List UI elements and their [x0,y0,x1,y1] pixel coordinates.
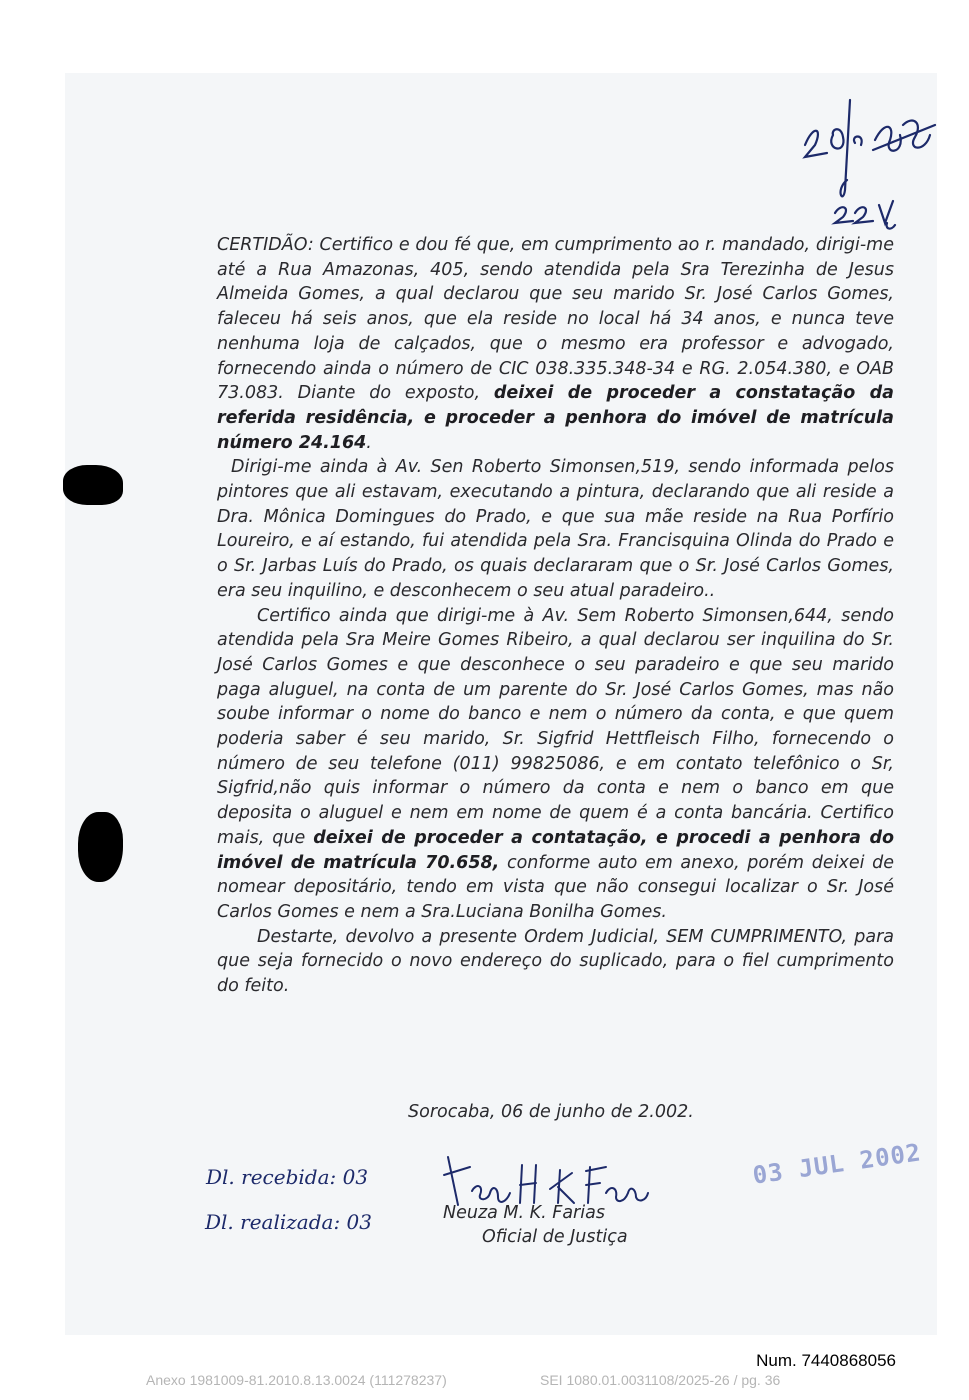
text-run: Certifico ainda que dirigi-me à Av. Sem Roberto Simonsen,644, sendo atendida pela Sra Meire Gomes Ribeiro, a qual declarou ser inquilina do Sr. José Carlos Gomes e que desconhece o seu paradeiro e que seu marido paga aluguel, na conta de um parente do Sr. José Carlos Gomes, mas não soube informar o nome do banco e nem o número da conta, e que quem poderia saber é seu marido, Sr. Sigfrid Hettfleisch Filho, fornecendo o número de seu telefone (011) 99825086, e em contato telefônico o Sr, Sigfrid,não quis informar o número da conta e nem o banco em que deposita o aluguel e nem em nome de quem é a conta bancária. Certifico mais, que [217,605,894,848]
certificate-paragraph [217,455,894,603]
footer-sei-reference: SEI 1080.01.0031108/2025-26 / pg. 36 [540,1372,781,1388]
text-run: Dirigi-me ainda à Av. Sen Roberto Simonsen,519, sendo informada pelos pintores que ali estavam, executando a pintura, declarando que ali reside a Dra. Mônica Domingues do Prado, e que sua mãe reside na Rua Porfírio Loureiro, e aí estando, fui atendida pela Sra. Francisquina Olinda do Prado e o Sr. Jarbas Luís do Prado, os quais declararam que o Sr. José Carlos Gomes, era seu inquilino, e desconhecem o seu atual paradeiro.. [217,457,894,601]
certificate-paragraph [217,925,894,999]
certificate-body [217,233,894,999]
place-and-date: Sorocaba, 06 de junho de 2.002. [408,1102,694,1122]
footer-document-number: Num. 7440868056 [756,1351,896,1370]
handwritten-note-done: Dl. realizada: 03 [205,1210,372,1234]
text-run: CERTIDÃO: Certifico e dou fé que, em cumprimento ao r. mandado, dirigi-me até a Rua Amazonas, 405, sendo atendida pela Sra Terezinha de Jesus Almeida Gomes, a qual declarou que seu marido Sr. José Carlos Gomes, faleceu há seis anos, que ela reside no local há 34 anos, e nunca teve nenhuma loja de calçados, que o mesmo era professor e advogado, fornecendo ainda o número de CIC 038.335.348-34 e RG. 2.054.380, e OAB 73.083. Diante do exposto, [217,235,894,404]
signer-name: Neuza M. K. Farias [443,1203,605,1223]
punch-hole-mark-bottom [78,812,123,882]
footer-annex-reference: Anexo 1981009-81.2010.8.13.0024 (111278237) [146,1372,447,1388]
text-run: . [366,432,372,453]
text-run: conforme auto em anexo, porém deixei de nomear depositário, tendo em vista que não consegui localizar o Sr. José Carlos Gomes e nem a Sra.Luciana Bonilha Gomes. [217,852,895,922]
certificate-paragraph [217,604,894,925]
text-run: Destarte, devolvo a presente Ordem Judicial, SEM CUMPRIMENTO, para que seja fornecido o novo endereço do suplicado, para o fiel cumprimento do feito. [217,926,894,997]
handwritten-signature [440,1145,660,1210]
punch-hole-mark-top [63,465,123,505]
bold-text-run: deixei de proceder a contatação, e procedi a penhora do imóvel de matrícula 70.658, [217,827,894,873]
date-stamp: 03 JUL 2002 [750,1138,924,1190]
bold-text-run: deixei de proceder a constatação da referida residência, e proceder a penhora do imóvel de matrícula número 24.164 [217,383,894,453]
handwritten-page-numbers [795,95,945,230]
handwritten-note-received: Dl. recebida: 03 [206,1165,369,1189]
signer-role: Oficial de Justiça [482,1227,628,1247]
certificate-paragraph [217,233,894,455]
